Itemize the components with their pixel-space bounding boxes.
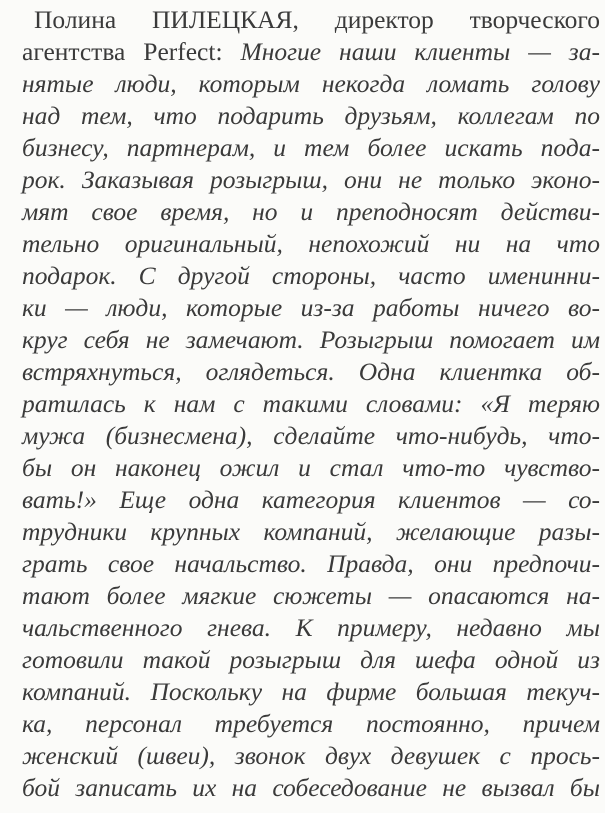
quote-text: Многие наши клиенты — за- xyxy=(240,37,600,66)
text-line: ки — люди, которые из-за работы ничего во- xyxy=(22,293,600,322)
text-line: нятые люди, которым некогда ломать голову xyxy=(22,69,600,98)
text-line xyxy=(22,36,600,68)
text-line: ка, персонал требуется постоянно, причем xyxy=(22,709,600,738)
text-line: встряхнуться, оглядеться. Одна клиентка об- xyxy=(22,357,600,386)
text-line: женский (швеи), звонок двух девушек с прось- xyxy=(22,741,600,770)
text-line: трудники крупных компаний, желающие разы- xyxy=(22,517,600,546)
text-line: тельно оригинальный, непохожий ни на что xyxy=(22,229,600,258)
text-line: мят свое время, но и преподносят действи- xyxy=(22,197,600,226)
text-line: ратилась к нам с такими словами: «Я теряю xyxy=(22,389,600,418)
speaker-intro: Полина ПИЛЕЦКАЯ, директор творческого xyxy=(34,5,600,34)
text-line: бой записать их на собеседование не вызвал бы xyxy=(22,773,600,802)
text-line: тают более мягкие сюжеты — опасаются на- xyxy=(22,581,600,610)
text-line: над тем, что подарить друзьям, коллегам по xyxy=(22,101,600,130)
text-line: готовили такой розыгрыш для шефа одной из xyxy=(22,645,600,674)
text-line: бизнесу, партнерам, и тем более искать пода- xyxy=(22,133,600,162)
text-line: подарок. С другой стороны, часто именинни- xyxy=(22,261,600,290)
text-line: компаний. Поскольку на фирме большая текуч- xyxy=(22,677,600,706)
text-line: бы он наконец ожил и стал что-то чувство- xyxy=(22,453,600,482)
text-line: вать!» Еще одна категория клиентов — со- xyxy=(22,485,600,514)
text-line: чальственного гнева. К примеру, недавно мы xyxy=(22,613,600,642)
text-line: грать свое начальство. Правда, они предпочи- xyxy=(22,549,600,578)
text-line: мужа (бизнесмена), сделайте что-нибудь, что- xyxy=(22,421,600,450)
text-line: рок. Заказывая розыгрыш, они не только эконо- xyxy=(22,165,600,194)
text-line xyxy=(34,4,600,36)
text-line: круг себя не замечают. Розыгрыш помогает им xyxy=(22,325,600,354)
speaker-affiliation: агентства Perfect: xyxy=(22,37,241,66)
